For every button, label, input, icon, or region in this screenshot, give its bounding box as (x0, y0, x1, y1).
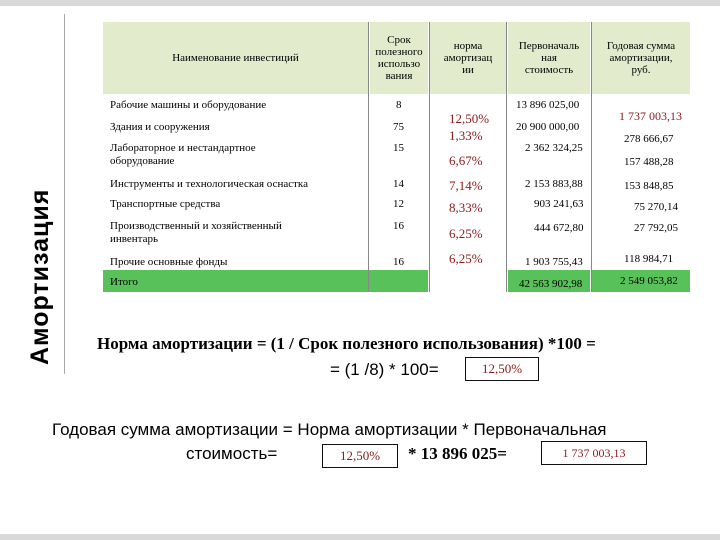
row-name-6: Прочие основные фонды (110, 256, 228, 268)
formula2-result: 1 737 003,13 (562, 445, 626, 460)
header-rate-l3: ии (462, 64, 474, 76)
header-annual-l3: руб. (631, 64, 651, 76)
header-initial (508, 22, 590, 94)
row-initial-0: 13 896 025,00 (516, 99, 580, 111)
header-initial-l2: ная (541, 52, 557, 64)
header-rate (430, 22, 506, 94)
row-annual-5: 27 792,05 (634, 222, 678, 234)
header-life-l3: использо (377, 58, 421, 70)
col-line-2 (429, 22, 430, 292)
col-line-4 (591, 22, 592, 292)
row-name-0: Рабочие машины и оборудование (110, 99, 267, 111)
row-name-5a: Производственный и хозяйственный (110, 220, 282, 232)
row-initial-3: 2 153 883,88 (525, 178, 583, 190)
row-annual-6: 118 984,71 (624, 253, 674, 265)
header-rate-l1: норма (453, 40, 483, 52)
row-name-3: Инструменты и технологическая оснастка (110, 178, 308, 190)
row-life-3: 14 (393, 178, 404, 190)
row-annual-1: 278 666,67 (624, 133, 674, 145)
header-life-l1: Срок (387, 34, 411, 46)
row-rate-1: 1,33% (449, 128, 483, 143)
header-initial-l3: стоимость (524, 64, 574, 76)
row-rate-4: 8,33% (449, 200, 483, 215)
total-row-bg (103, 270, 428, 292)
formula2-rate: 12,50% (339, 448, 381, 463)
row-life-0: 8 (396, 99, 402, 111)
header-life-l2: полезного (375, 46, 423, 58)
formula2-line2-prefix: стоимость= (186, 444, 278, 463)
row-life-5: 16 (393, 220, 404, 232)
formula1-result: 12,50% (481, 361, 523, 376)
col-line-1 (368, 22, 369, 292)
row-name-5b: инвентарь (110, 233, 159, 245)
header-initial-l1: Первоначаль (518, 40, 580, 52)
row-name-2a: Лабораторное и нестандартное (110, 142, 256, 154)
header-annual-l2: амортизации, (609, 52, 673, 64)
row-life-1: 75 (393, 121, 404, 133)
row-annual-0: 1 737 003,13 (619, 109, 682, 123)
row-annual-3: 153 848,85 (624, 180, 674, 192)
formula2-line1: Годовая сумма амортизации = Норма амортизации * Первоначальная (52, 420, 607, 439)
row-name-4: Транспортные средства (110, 198, 221, 210)
row-life-2: 15 (393, 142, 404, 154)
row-annual-2: 157 488,28 (624, 156, 674, 168)
row-life-6: 16 (393, 256, 404, 268)
row-name-1: Здания и сооружения (110, 121, 210, 133)
formula1-line2: = (1 /8) * 100= (330, 360, 439, 379)
row-annual-4: 75 270,14 (634, 201, 678, 213)
header-rate-l2: амортизац (443, 52, 493, 64)
row-initial-4: 903 241,63 (534, 198, 584, 210)
row-name-2b: оборудование (110, 155, 175, 167)
header-name (103, 22, 368, 94)
total-annual: 2 549 053,82 (620, 275, 678, 287)
header-name-text: Наименование инвестиций (172, 52, 299, 64)
total-label: Итого (110, 276, 138, 288)
header-annual (592, 22, 690, 94)
row-rate-0: 12,50% (449, 111, 490, 126)
row-initial-6: 1 903 755,43 (525, 256, 583, 268)
formula2-result-box (541, 441, 647, 465)
formula2-line2-mid: * 13 896 025= (408, 444, 507, 463)
col-line-3 (506, 22, 507, 292)
header-life (370, 22, 428, 94)
side-divider (64, 14, 65, 374)
row-life-4: 12 (393, 198, 404, 210)
formula1-line1: Норма амортизации = (1 / Срок полезного использования) *100 = (97, 334, 596, 353)
row-rate-3: 7,14% (449, 178, 483, 193)
row-initial-1: 20 900 000,00 (516, 121, 580, 133)
row-rate-5: 6,25% (449, 226, 483, 241)
header-annual-l1: Годовая сумма (606, 40, 676, 52)
row-initial-5: 444 672,80 (534, 222, 584, 234)
row-rate-2: 6,67% (449, 153, 483, 168)
total-initial: 42 563 902,98 (519, 278, 583, 290)
row-rate-6: 6,25% (449, 251, 483, 266)
formula2-rate-box (322, 444, 398, 468)
formula1-result-box (465, 357, 539, 381)
row-initial-2: 2 362 324,25 (525, 142, 583, 154)
header-life-l4: вания (385, 70, 413, 82)
side-title: Амортизация (26, 188, 54, 365)
